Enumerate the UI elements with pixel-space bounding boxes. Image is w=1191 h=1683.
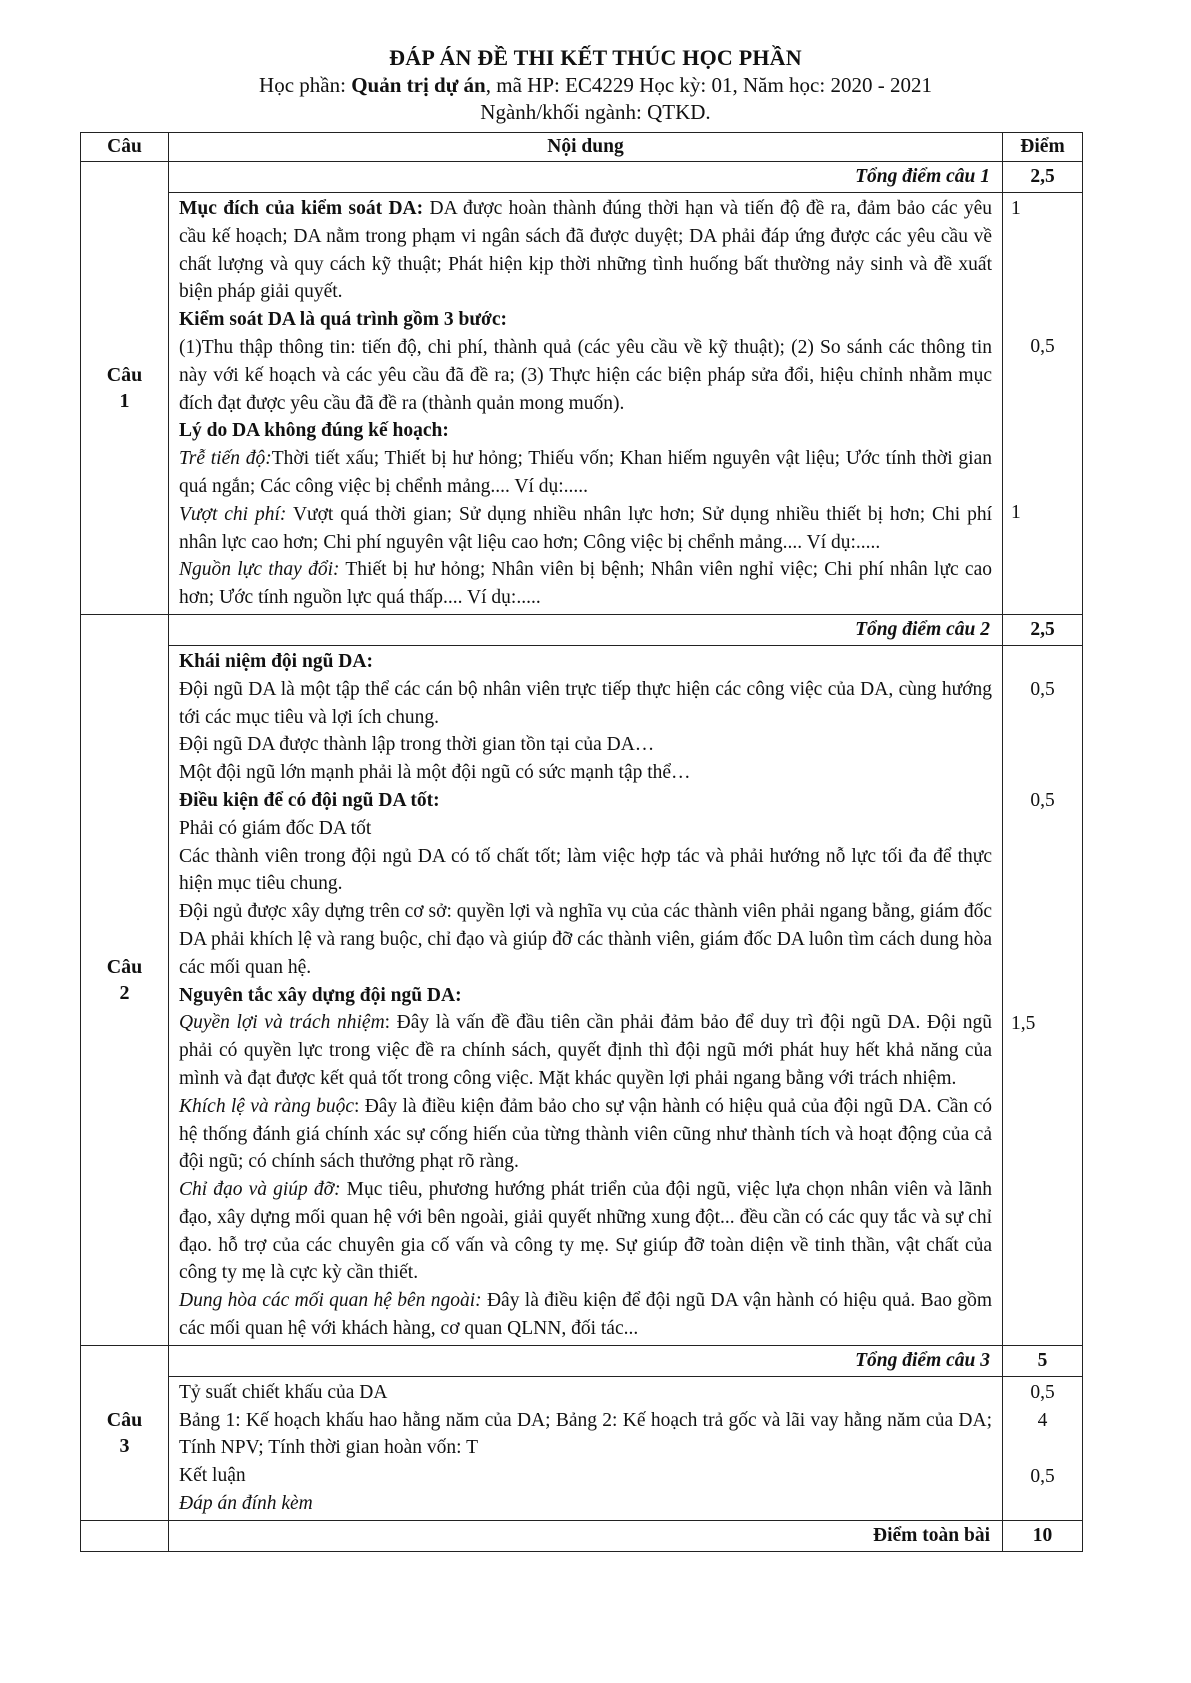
- course-name: Quản trị dự án: [351, 73, 486, 97]
- cau1-text-4: Vượt quá thời gian; Sử dụng nhiều nhân lực hơn; Sử dụng nhiều thiết bị hơn; Chi phí nhân lực cao hơn; Chi phí nguyên vật liệu cao hơn; Công việc bị chểnh mảng.... Ví dụ:.....: [179, 503, 993, 553]
- cau2-heading-3: Nguyên tắc xây dựng đội ngũ DA:: [179, 984, 462, 1006]
- cau2-para-8: [179, 1093, 992, 1176]
- cau3-text-3: Kết luận: [179, 1465, 246, 1487]
- cau2-total-value: 2,5: [1003, 614, 1083, 645]
- grand-total-row: [81, 1520, 1083, 1551]
- cau1-text-2: (1)Thu thập thông tin: tiến độ, chi phí, thành quả (các yêu cầu về kỹ thuật); (2) So sánh các thông tin này với kế hoạch và các yêu cầu đã đề ra; (3) Thực hiện các biện pháp sửa đổi, hiệu chỉnh nhằm mục đích đạt được yêu cầu đã đề ra (thành quản mong muốn).: [179, 336, 992, 414]
- cau1-para-5: [179, 556, 992, 612]
- col-header-noidung: Nội dung: [169, 133, 1003, 162]
- cau1-italic-3: Nguồn lực thay đổi:: [179, 559, 340, 581]
- cau1-para-4: [179, 501, 992, 557]
- cau3-total-row: [81, 1345, 1083, 1376]
- answer-table: [80, 132, 1083, 1552]
- cau1-heading-3: Lý do DA không đúng kế hoạch:: [179, 420, 449, 442]
- cau3-italic-1: Đáp án đính kèm: [179, 1493, 313, 1515]
- cau2-point-2: 0,5: [1030, 789, 1055, 811]
- cau3-content-row: [81, 1376, 1083, 1520]
- cau3-label-b: 3: [119, 1434, 130, 1457]
- cau2-points: [1003, 645, 1083, 1345]
- cau2-heading-1: Khái niệm đội ngũ DA:: [179, 650, 373, 672]
- cau3-point-3: 0,5: [1030, 1465, 1055, 1487]
- cau2-text-6: Đội ngủ được xây dựng trên cơ sở: quyền lợi và nghĩa vụ của các thành viên phải ngang bằng, giám đốc DA phải khích lệ và rang buộc, chỉ đạo và giúp đỡ các thành viên, giám đốc DA luôn tìm cách dung hòa các mối quan hệ.: [179, 901, 992, 978]
- cau1-para-1: [179, 195, 992, 306]
- cau2-para-9: [179, 1176, 992, 1287]
- cau3-point-1: 0,5: [1030, 1381, 1055, 1403]
- cau1-point-3: 1: [1011, 502, 1021, 523]
- cau2-text-8: : Đây là điều kiện đảm bảo cho sự vận hành có hiệu quả của đội ngũ DA. Cần có hệ thống đánh giá chính xác sự cống hiến của từng thành viên cũng như thành tích và hoạt động của cả đội ngũ; có chính sách thưởng phạt rõ ràng.: [179, 1095, 992, 1173]
- col-header-diem: Điểm: [1003, 133, 1083, 162]
- cau1-text-3: Thời tiết xấu; Thiết bị hư hỏng; Thiếu vốn; Khan hiếm nguyên vật liệu; Ước tính thời gian quá ngắn; Các công việc bị chểnh mảng.... Ví dụ:.....: [179, 448, 992, 497]
- cau2-italic-4: Dung hòa các mối quan hệ bên ngoài:: [179, 1290, 482, 1312]
- cau2-text-5: Các thành viên trong đội ngủ DA có tố chất tốt; làm việc hợp tác và phải hướng nỗ lực tối đa để thực hiện mục tiêu chung.: [179, 845, 992, 895]
- grand-total-empty: [81, 1520, 169, 1551]
- cau1-content: [169, 193, 1003, 615]
- cau2-label: [81, 614, 169, 1345]
- cau2-italic-3: Chỉ đạo và giúp đỡ:: [179, 1179, 341, 1201]
- cau2-para-10: [179, 1287, 992, 1343]
- cau2-text-2: Đội ngũ DA được thành lập trong thời gian tồn tại của DA…: [179, 734, 655, 756]
- table-header-row: [81, 133, 1083, 162]
- cau1-italic-1: Trễ tiến độ:: [179, 448, 272, 470]
- cau1-point-2: 0,5: [1030, 336, 1055, 357]
- cau1-points: [1003, 193, 1083, 615]
- grand-total-value: 10: [1003, 1520, 1083, 1551]
- cau2-italic-1: Quyền lợi và trách nhiệm: [179, 1012, 385, 1034]
- cau1-label-a: Câu: [106, 363, 143, 386]
- cau2-text-9: Mục tiêu, phương hướng phát triển của đội ngũ, việc lựa chọn nhân viên và lãnh đạo, xây dựng mối quan hệ với bên ngoài, giải quyết những xung đột... đều cần có các quy tắc và sự chỉ đạo. hỗ trợ của các chuyên gia cố vấn và công ty mẹ. Sự giúp đỡ toàn diện về tinh thần, vật chất của công ty mẹ là cực kỳ cần thiết.: [179, 1179, 993, 1284]
- cau1-content-row: [81, 193, 1083, 615]
- cau2-text-1: Đội ngũ DA là một tập thể các cán bộ nhân viên trực tiếp thực hiện các công việc của DA, cùng hướng tới các mục tiêu và lợi ích chung.: [179, 678, 992, 728]
- cau3-text-1: Tỷ suất chiết khấu của DA: [179, 1381, 388, 1403]
- course-prefix: Học phần:: [259, 73, 352, 97]
- cau1-total-label: Tổng điểm câu 1: [169, 162, 1003, 193]
- cau2-label-a: Câu: [106, 955, 143, 978]
- cau3-total-value: 5: [1003, 1345, 1083, 1376]
- cau2-text-7: : Đây là vấn đề đầu tiên cần phải đảm bảo để duy trì đội ngũ DA. Đội ngũ phải có quyền lực trong việc đề ra chính sách, quyết định thì đội ngũ mới phát huy hết khả năng của mình và đạt được kết quả tốt trong công việc. Mặt khác quyền lợi phải ngang bằng với trách nhiệm.: [179, 1012, 992, 1089]
- cau2-label-b: 2: [119, 981, 130, 1004]
- cau1-italic-2: Vượt chi phí:: [179, 503, 287, 525]
- grand-total-label: Điểm toàn bài: [169, 1520, 1003, 1551]
- cau2-total-label: Tổng điểm câu 2: [169, 614, 1003, 645]
- cau1-total-value: 2,5: [1003, 162, 1083, 193]
- cau2-content: [169, 645, 1003, 1345]
- cau1-label-b: 1: [119, 389, 130, 412]
- cau2-total-row: [81, 614, 1083, 645]
- cau3-content: [169, 1376, 1003, 1520]
- cau2-text-4: Phải có giám đốc DA tốt: [179, 817, 372, 839]
- cau2-point-3: 1,5: [1011, 1012, 1036, 1034]
- major-line: Ngành/khối ngành: QTKD.: [480, 100, 711, 124]
- cau2-content-row: [81, 645, 1083, 1345]
- cau2-text-3: Một đội ngũ lớn mạnh phải là một đội ngũ có sức mạnh tập thể…: [179, 762, 691, 784]
- cau3-point-2: 4: [1037, 1409, 1048, 1431]
- cau3-text-2: Bảng 1: Kế hoạch khấu hao hằng năm của DA; Bảng 2: Kế hoạch trả gốc và lãi vay hằng năm của DA; Tính NPV; Tính thời gian hoàn vốn: T: [179, 1409, 992, 1459]
- cau1-label: [81, 162, 169, 615]
- cau1-para-3: [179, 445, 992, 501]
- cau3-label: [81, 1345, 169, 1520]
- course-suffix: , mã HP: EC4229 Học kỳ: 01, Năm học: 2020 - 2021: [485, 73, 932, 97]
- cau1-total-row: [81, 162, 1083, 193]
- cau1-text-5: Thiết bị hư hỏng; Nhân viên bị bệnh; Nhân viên nghỉ việc; Chi phí nhân lực cao hơn; Ước tính nguồn lực quá thấp.... Ví dụ:.....: [179, 559, 992, 609]
- cau2-para-7: [179, 1009, 992, 1092]
- cau1-point-1: 1: [1011, 198, 1021, 219]
- cau2-text-10: Đây là điều kiện để đội ngũ DA vận hành có hiệu quả. Bao gồm các mối quan hệ với khách hàng, cơ quan QLNN, đối tác...: [179, 1290, 993, 1340]
- cau1-heading-1: Mục đích của kiểm soát DA:: [179, 198, 424, 219]
- cau3-italic-note: [179, 1490, 992, 1518]
- cau2-heading-2: Điều kiện để có đội ngũ DA tốt:: [179, 789, 440, 811]
- cau1-heading-2: Kiểm soát DA là quá trình gồm 3 bước:: [179, 309, 508, 331]
- cau2-italic-2: Khích lệ và ràng buộc: [179, 1095, 354, 1117]
- cau1-text-1: DA được hoàn thành đúng thời hạn và tiến độ đề ra, đảm bảo các yêu cầu kế hoạch; DA nằm trong phạm vi ngân sách đã được duyệt; DA phải đáp ứng được các yêu cầu về chất lượng và quy cách kỹ thuật; Phát hiện kịp thời những tình huống bất thường nảy sinh và đề xuất biện pháp giải quyết.: [179, 198, 993, 303]
- col-header-cau: Câu: [81, 133, 169, 162]
- document-header: [0, 44, 1191, 126]
- course-info-line: [0, 72, 1191, 99]
- document-title: ĐÁP ÁN ĐỀ THI KẾT THÚC HỌC PHẦN: [389, 45, 802, 70]
- cau3-label-a: Câu: [106, 1408, 143, 1431]
- cau2-point-1: 0,5: [1030, 678, 1055, 700]
- cau3-points: [1003, 1376, 1083, 1520]
- cau3-total-label: Tổng điểm câu 3: [169, 1345, 1003, 1376]
